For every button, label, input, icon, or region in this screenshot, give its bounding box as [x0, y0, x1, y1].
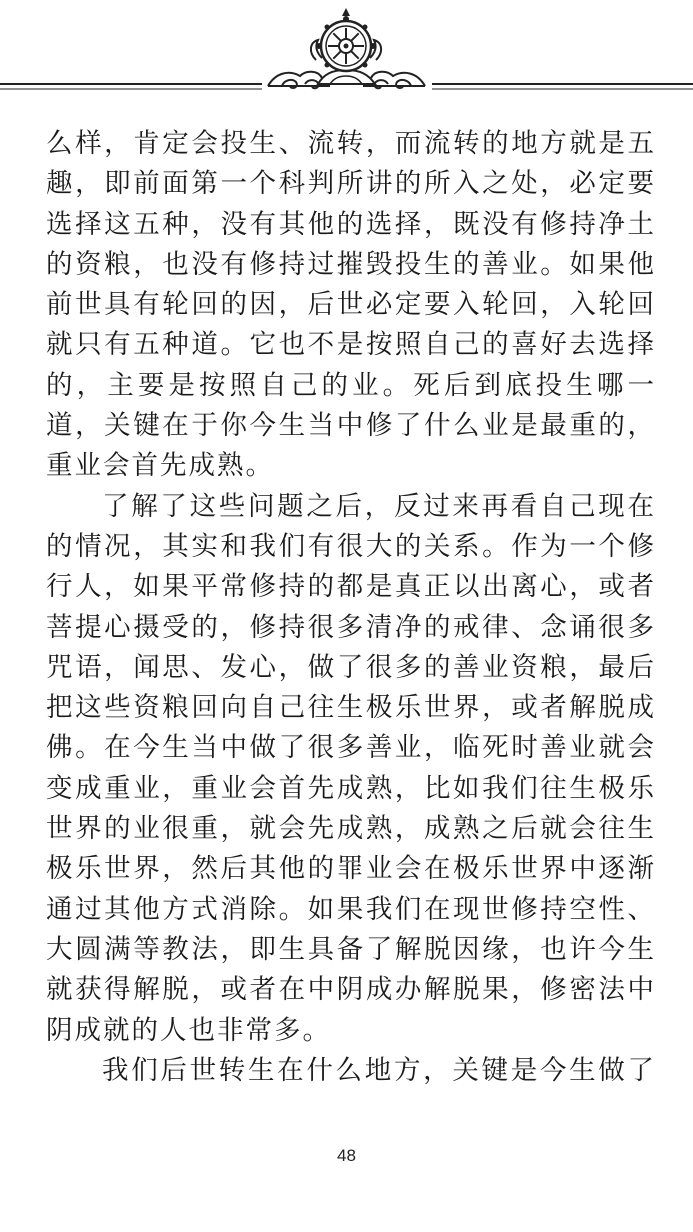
- header-ornament: [0, 0, 693, 110]
- page-number: 48: [337, 1146, 356, 1165]
- page-body: [46, 124, 656, 1084]
- paragraph-2: 了解了这些问题之后，反过来再看自己现在的情况，其实和我们有很大的关系。作为一个修行人，如果平常修持的都是真正以出离心，或者菩提心摄受的，修持很多清净的戒律、念诵很多咒语，闻思、发心，做了很多的善业资粮，最后把这些资粮回向自己往生极乐世界，或者解脱成佛。在今生当中做了很多善业，临死时善业就会变成重业，重业会首先成熟，比如我们往生极乐世界的业很重，就会先成熟，成熟之后就会往生极乐世界，然后其他的罪业会在极乐世界中逐渐通过其他方式消除。如果我们在现世修持空性、大圆满等教法，即生具备了解脱因缘，也许今生就获得解脱，或者在中阴成办解脱果，修密法中阴成就的人也非常多。: [46, 490, 656, 1046]
- paragraph-3: 我们后世转生在什么地方，关键是今生做了: [102, 1054, 656, 1084]
- paragraph-1: 么样，肯定会投生、流转，而流转的地方就是五趣，即前面第一个科判所讲的所入之处，必定要选择这五种，没有其他的选择，既没有修持净土的资粮，也没有修持过摧毁投生的善业。如果他前世具有轮回的因，后世必定要入轮回，入轮回就只有五种道。它也不是按照自己的喜好去选择的，主要是按照自己的业。死后到底投生哪一道，关键在于你今生当中修了什么业是最重的，重业会首先成熟。: [46, 128, 656, 482]
- page-header: [0, 0, 693, 110]
